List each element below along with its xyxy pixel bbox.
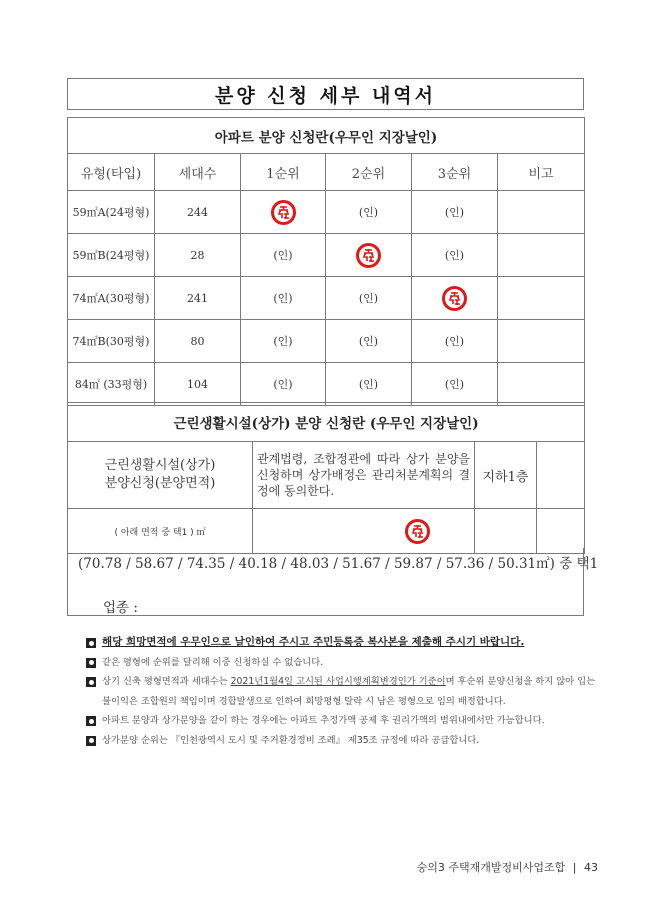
table-row	[68, 191, 585, 234]
header-rank2: 2순위	[326, 154, 412, 191]
header-type: 유형(타입)	[68, 154, 155, 191]
apartment-application-table	[67, 117, 585, 406]
rank2-seal-cell[interactable]: (인)	[326, 363, 412, 406]
area-floor-cell[interactable]	[475, 509, 537, 554]
row-units: 104	[155, 363, 241, 406]
row-type: 59㎡A(24평형)	[68, 191, 155, 234]
note-text: 해당 희망면적에 우무인으로 날인하여 주시고 주민등록증 복사본을 제출해 주시기 바랍니다.	[102, 636, 525, 648]
footer-separator: |	[572, 861, 577, 874]
apartment-table-header	[68, 154, 585, 191]
note-text-pre: 상기 신축 평형면적과 세대수는	[102, 676, 231, 687]
rank1-seal-cell[interactable]: (인)	[241, 363, 326, 406]
row-units: 80	[155, 320, 241, 363]
rank3-seal-cell[interactable]: (인)	[412, 191, 498, 234]
area-empty-cell	[537, 509, 585, 554]
bullet-square-icon	[86, 736, 96, 746]
row-type: 74㎡A(30평형)	[68, 277, 155, 320]
row-units: 244	[155, 191, 241, 234]
footer-org: 숭의3 주택재개발정비사업조합	[416, 861, 566, 874]
rank3-seal-cell[interactable]: (인)	[412, 234, 498, 277]
document-title: 분양 신청 세부 내역서	[67, 78, 584, 110]
commercial-label-cell	[68, 442, 253, 509]
consent-text: 관계법령, 조합정관에 따라 상가 분양을 신청하며 상가배정은 관리처분계획의 결정에 동의한다.	[253, 442, 475, 509]
bullet-square-icon	[86, 638, 96, 648]
row-note[interactable]	[498, 234, 585, 277]
note-item	[86, 731, 596, 751]
row-type: 74㎡B(30평형)	[68, 320, 155, 363]
row-note[interactable]	[498, 191, 585, 234]
notes-list	[86, 633, 596, 750]
red-seal-stamp-icon	[405, 519, 430, 544]
note-text-underlined: 2021년1월4일 고시된 사업시행계획변경인가 기준이	[230, 676, 446, 687]
commercial-seal-cell[interactable]	[253, 509, 475, 554]
red-seal-stamp-icon	[356, 243, 381, 268]
note-item	[86, 653, 596, 673]
bullet-square-icon	[86, 716, 96, 726]
row-units: 241	[155, 277, 241, 320]
header-note: 비고	[498, 154, 585, 191]
commercial-table-subtitle: 근린생활시설(상가) 분양 신청란 (우무인 지장날인)	[68, 403, 585, 442]
rank2-seal-cell[interactable]: (인)	[326, 191, 412, 234]
rank3-seal-cell[interactable]	[412, 277, 498, 320]
commercial-label-line1: 근린생활시설(상가)	[104, 458, 216, 473]
rank2-seal-cell[interactable]: (인)	[326, 320, 412, 363]
apartment-table-subtitle: 아파트 분양 신청란(우무인 지장날인)	[68, 118, 585, 154]
table-row	[68, 320, 585, 363]
rank2-seal-cell[interactable]: (인)	[326, 277, 412, 320]
row-note[interactable]	[498, 320, 585, 363]
red-seal-stamp-icon	[442, 286, 467, 311]
rank2-seal-cell[interactable]	[326, 234, 412, 277]
note-item	[86, 672, 596, 711]
rank1-seal-cell[interactable]: (인)	[241, 320, 326, 363]
commercial-label-line2: 분양신청(분양면적)	[104, 476, 216, 491]
header-units: 세대수	[155, 154, 241, 191]
note-text: 상가분양 순위는 『인천광역시 도시 및 주거환경정비 조례』 제35조 규정에 따라 공급합니다.	[102, 734, 480, 746]
rank3-seal-cell[interactable]: (인)	[412, 363, 498, 406]
page-number: 43	[584, 861, 598, 874]
area-options-box	[67, 548, 599, 616]
area-select-label-text: ( 아래 면적 중 택1 ) ㎡	[114, 528, 206, 538]
page-footer	[417, 859, 598, 875]
row-note[interactable]	[498, 277, 585, 320]
commercial-application-table	[67, 402, 585, 554]
rank1-seal-cell[interactable]: (인)	[241, 234, 326, 277]
red-seal-stamp-icon	[271, 200, 296, 225]
note-item	[86, 633, 596, 653]
floor-cell: 지하1층	[475, 442, 537, 509]
header-rank3: 3순위	[412, 154, 498, 191]
table-row	[68, 234, 585, 277]
note-text: 아파트 분양과 상가분양을 같이 하는 경우에는 아파트 추정가액 공제 후 권리가액의 범위내에서만 가능합니다.	[102, 715, 545, 726]
business-type-label[interactable]: 업종 :	[103, 600, 138, 616]
bullet-square-icon	[86, 658, 96, 668]
empty-cell	[537, 442, 585, 509]
rank1-seal-cell[interactable]	[241, 191, 326, 234]
area-select-label	[68, 509, 253, 554]
area-options-text: (70.78 / 58.67 / 74.35 / 40.18 / 48.03 / 51.67 / 59.87 / 57.36 / 50.31㎡) 중 택1	[78, 556, 599, 572]
row-type: 84㎡ (33평형)	[68, 363, 155, 406]
table-row	[68, 363, 585, 406]
note-text: 같은 평형에 순위를 달리해 이중 신청하실 수 없습니다.	[102, 656, 324, 668]
note-text-post: 며 후순위 분양신청을 하지 않아 입는 불이익은 조합원의 책임이며 경합발생으로 인하여 희망평형 탈락 시 남은 평형으로 임의 배정합니다.	[102, 676, 596, 707]
table-row	[68, 277, 585, 320]
row-type: 59㎡B(24평형)	[68, 234, 155, 277]
rank3-seal-cell[interactable]: (인)	[412, 320, 498, 363]
row-note[interactable]	[498, 363, 585, 406]
bullet-square-icon	[86, 677, 96, 687]
header-rank1: 1순위	[241, 154, 326, 191]
rank1-seal-cell[interactable]: (인)	[241, 277, 326, 320]
note-item	[86, 711, 596, 731]
row-units: 28	[155, 234, 241, 277]
